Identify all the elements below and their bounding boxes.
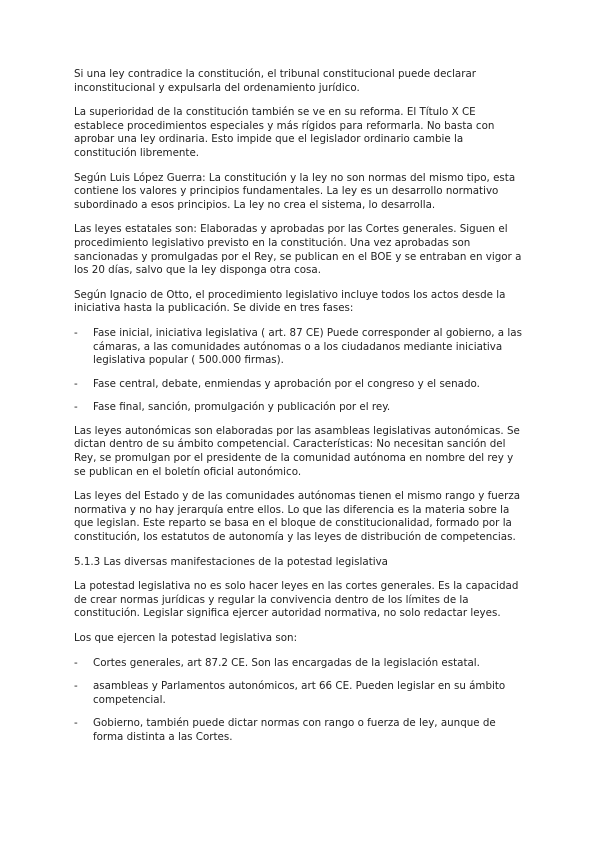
paragraph-state-vs-autonomous: Las leyes del Estado y de las comunidades autónomas tienen el mismo rango y fuerza normativa y no hay jerarquía entre ellos. Lo que las diferencia es la materia sobre la que legislan. Este reparto se basa en el bloque de constitucionalidad, formado por la constitución, los estatutos de autonomía y las leyes de distribución de competencias. <box>74 490 521 544</box>
paragraph-autonomous-laws: Las leyes autonómicas son elaboradas por las asambleas legislativas autonómicas. Se dictan dentro de su ámbito competencial. Características: No necesitan sanción del Rey, se promulgan por el presidente de la comunidad autónoma en nombre del rey y se publican en el boletín oficial autonómico. <box>74 424 520 478</box>
list-item <box>74 327 524 368</box>
list-item-text: Fase central, debate, enmiendas y aprobación por el congreso y el senado. <box>93 377 480 390</box>
list-item <box>74 680 524 707</box>
list-item-text: Gobierno, también puede dictar normas con rango o fuerza de ley, aunque de forma distinta a las Cortes. <box>93 717 496 743</box>
paragraph-constitutional-court: Si una ley contradice la constitución, el tribunal constitucional puede declarar inconstitucional y expulsarla del ordenamiento jurídico. <box>74 68 477 94</box>
paragraph-holders-intro: Los que ejercen la potestad legislativa son: <box>74 632 298 644</box>
list-item-text: asambleas y Parlamentos autonómicos, art 66 CE. Pueden legislar en su ámbito competencial. <box>93 680 506 706</box>
list-item <box>74 657 524 671</box>
paragraph-legislative-power: La potestad legislativa no es solo hacer leyes en las cortes generales. Es la capacidad de crear normas jurídicas y regular la convivencia dentro de los límites de la constitución. Legislar significa ejercer autoridad normativa, no solo redactar leyes. <box>74 580 519 620</box>
list-item-text: Fase final, sanción, promulgación y publicación por el rey. <box>93 401 391 414</box>
legislative-phases-list <box>74 327 524 415</box>
list-item <box>74 717 524 744</box>
list-item-text: Cortes generales, art 87.2 CE. Son las encargadas de la legislación estatal. <box>93 656 480 669</box>
bullet-dash: - <box>74 326 78 339</box>
legislative-holders-list <box>74 657 524 745</box>
list-item <box>74 401 524 415</box>
bullet-dash: - <box>74 717 78 730</box>
paragraph-lopez-guerra: Según Luis López Guerra: La constitución y la ley no son normas del mismo tipo, esta contiene los valores y principios fundamentales. La ley es un desarrollo normativo subordinado a esos principios. La ley no crea el sistema, lo desarrolla. <box>74 171 516 211</box>
section-heading: 5.1.3 Las diversas manifestaciones de la potestad legislativa <box>74 555 388 568</box>
bullet-dash: - <box>74 401 78 414</box>
bullet-dash: - <box>74 377 78 390</box>
paragraph-constitution-reform: La superioridad de la constitución también se ve en su reforma. El Título X CE establece procedimientos especiales y más rígidos para reformarla. No basta con aprobar una ley ordinaria. Esto impide que el legislador ordinario cambie la constitución libremente. <box>74 106 495 159</box>
paragraph-state-laws: Las leyes estatales son: Elaboradas y aprobadas por las Cortes generales. Siguen el procedimiento legislativo previsto en la constitución. Una vez aprobadas son sancionadas y promulgadas por el Rey, se publican en el BOE y se entraban en vigor a los 20 días, salvo que la ley disponga otra cosa. <box>74 223 522 277</box>
list-item <box>74 378 524 392</box>
paragraph-ignacio-de-otto: Según Ignacio de Otto, el procedimiento legislativo incluye todos los actos desde la iniciativa hasta la publicación. Se divide en tres fases: <box>74 288 506 315</box>
bullet-dash: - <box>74 680 78 693</box>
list-item-text: Fase inicial, iniciativa legislativa ( art. 87 CE) Puede corresponder al gobierno, a las cámaras, a las comunidades autónomas o a los ciudadanos mediante iniciativa legislativa popular ( 500.000 firmas). <box>93 326 522 367</box>
bullet-dash: - <box>74 656 78 669</box>
document-page <box>74 68 524 755</box>
